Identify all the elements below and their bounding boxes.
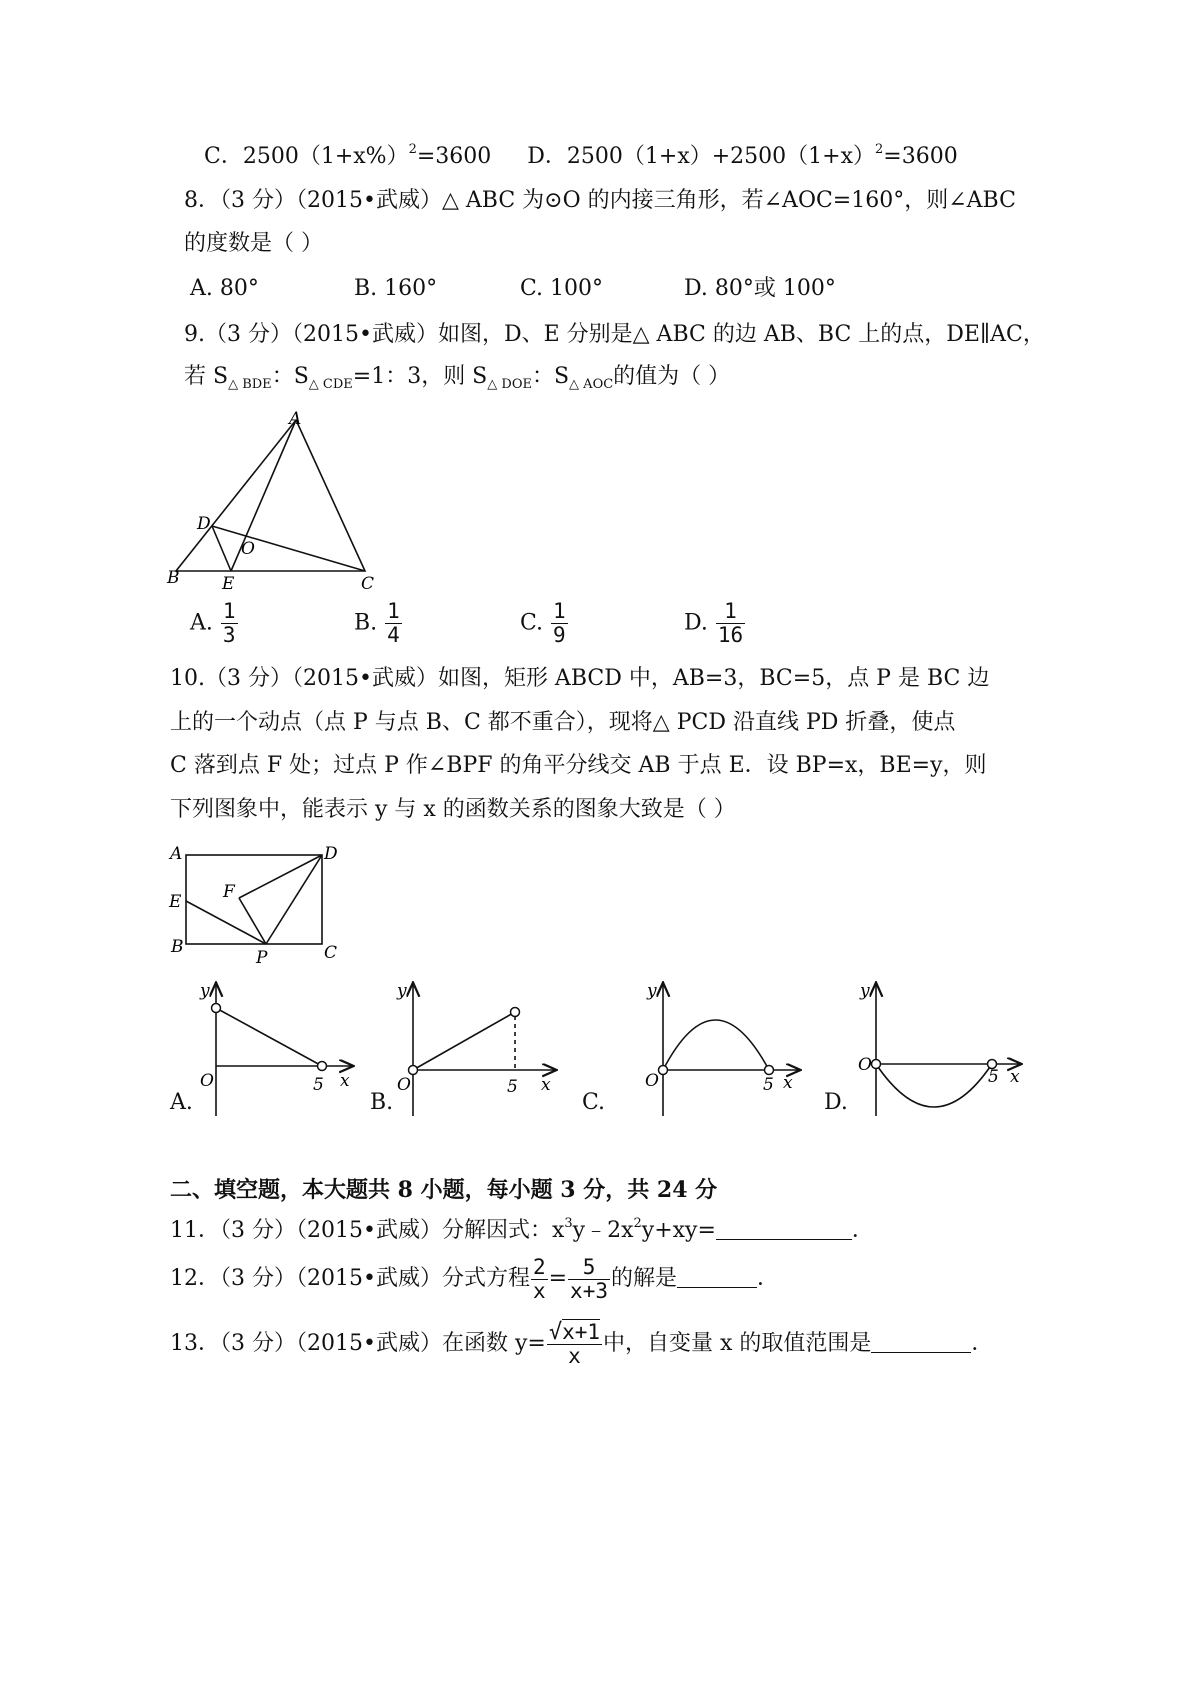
q9-label-o: O [241, 539, 255, 559]
q10-graph-b [395, 978, 575, 1118]
q9-option-b [354, 600, 403, 647]
q13-suffix: 中，自变量 x 的取值范围是 [603, 1331, 872, 1356]
q10-segment-pd [266, 855, 322, 944]
q12-end: ． [757, 1266, 780, 1291]
q9-label-b: B [167, 568, 180, 588]
q10-graph-b-open-point-end [511, 1008, 520, 1017]
q12-fraction-2 [568, 1256, 610, 1303]
q9-triangle-figure [165, 408, 395, 598]
q9-sub-doe: △ DOE [487, 377, 532, 392]
q10-graph-option-c: C. [582, 1090, 606, 1115]
q9-segment-dc [212, 526, 365, 571]
q10-rectangle-abcd [186, 855, 322, 944]
q9-option-a-label: A. [190, 610, 213, 636]
q10-graph-d-y-label: y [860, 981, 870, 1001]
q7-option-c-exponent: 2 [408, 142, 417, 157]
q7-option-c-expr: 2500（1+x%） [242, 144, 409, 169]
q11-mid-2: y+xy= [641, 1218, 716, 1243]
q9-label-e: E [222, 574, 235, 594]
q10-graph-c-open-point-end [765, 1066, 774, 1075]
q13-sqrt-sign: √ [548, 1319, 563, 1345]
q8-line-1: 8．（3 分）（2015•武威）△ ABC 为⊙O 的内接三角形，若∠AOC=160°，则∠ABC [184, 188, 1016, 213]
q10-graph-c-x-label: x [783, 1073, 793, 1093]
q9-triangle-abc [176, 420, 365, 571]
q10-graph-d-open-point-origin [872, 1060, 881, 1069]
q12-fraction-2-den: x+3 [570, 1278, 608, 1303]
q7-option-c-label: C． [204, 144, 243, 169]
q9-option-c [520, 600, 569, 647]
q10-rectangle-figure [163, 838, 353, 968]
q9-line-2 [184, 362, 730, 392]
q7-option-d-expr: 2500（1+x）+2500（1+x） [566, 144, 876, 169]
q10-line-2: 上的一个动点（点 P 与点 B、C 都不重合），现将△ PCD 沿直线 PD 折叠，使点 [170, 710, 956, 735]
q13-end: ． [971, 1331, 994, 1356]
q9-option-c-num: 1 [553, 599, 566, 623]
q13-prefix: 13．（3 分）（2015•武威）在函数 y= [170, 1331, 546, 1356]
q11-answer-blank[interactable] [716, 1217, 852, 1240]
q10-graph-b-open-point-origin [409, 1066, 418, 1075]
q10-graph-a-origin: O [200, 1071, 214, 1091]
q10-label-a: A [170, 844, 183, 864]
q12-fraction-1-num: 2 [532, 1254, 546, 1279]
q10-graph-c [647, 978, 827, 1118]
q9-segment-de [212, 526, 231, 571]
q9-sub-aoc: △ AOC [569, 377, 614, 392]
q9-text-a: 若 S [184, 364, 229, 389]
q9-option-d-label: D. [684, 610, 708, 636]
q10-graph-c-y-label: y [647, 981, 657, 1001]
q13-fraction-num [547, 1321, 602, 1345]
section-2-heading: 二、填空题，本大题共 8 小题，每小题 3 分，共 24 分 [170, 1177, 718, 1203]
q10-label-d: D [324, 844, 338, 864]
q10-graph-c-curve [663, 1020, 769, 1070]
q9-sub-bde: △ BDE [228, 377, 272, 392]
q12-fraction-2-num: 5 [568, 1256, 610, 1280]
q10-graph-d-x-label: x [1010, 1067, 1020, 1087]
q13-fraction [547, 1321, 602, 1368]
q9-label-d: D [197, 514, 211, 534]
q9-option-d-den: 16 [717, 623, 744, 647]
q10-segment-fd [239, 855, 322, 898]
q10-graph-c-five: 5 [763, 1075, 774, 1095]
q11-exponent-2: 2 [633, 1216, 642, 1231]
q8-option-a: A. 80° [190, 276, 259, 301]
q10-graph-a-open-point-x [318, 1062, 327, 1071]
q10-graph-c-origin: O [645, 1071, 659, 1091]
q9-sub-cde: △ CDE [308, 377, 353, 392]
q10-graph-d-origin: O [858, 1055, 872, 1075]
q10-graph-option-b: B. [370, 1090, 394, 1115]
q12-line [170, 1254, 779, 1304]
q9-option-a [190, 600, 239, 647]
q9-text-b: ：S [271, 364, 309, 389]
q9-option-c-label: C. [520, 610, 544, 636]
q11-line [170, 1216, 874, 1246]
q12-equals: = [548, 1266, 568, 1291]
q10-line-4: 下列图象中，能表示 y 与 x 的函数关系的图象大致是（ ） [170, 797, 736, 822]
q9-option-b-den: 4 [387, 623, 400, 647]
q12-prefix: 12．（3 分）（2015•武威）分式方程 [170, 1266, 530, 1291]
q9-label-a: A [289, 409, 302, 429]
q10-graph-a [192, 978, 372, 1118]
q9-text-d: ：S [531, 364, 570, 389]
q13-fraction-den: x [568, 1343, 581, 1368]
q10-graph-a-curve [216, 1008, 322, 1066]
q11-exponent-1: 3 [564, 1216, 573, 1231]
q10-label-b: B [171, 937, 184, 957]
q7-option-d-rhs: =3600 [883, 144, 958, 169]
q10-graph-a-x-label: x [340, 1071, 350, 1091]
q11-end: ． [851, 1218, 874, 1243]
q10-graph-b-origin: O [397, 1075, 411, 1095]
q10-label-e: E [169, 892, 182, 912]
q10-graph-option-d: D. [824, 1090, 848, 1115]
q9-option-b-fraction [385, 600, 402, 647]
q10-graph-b-curve [413, 1012, 515, 1070]
q9-option-b-num: 1 [387, 599, 400, 623]
q10-graph-d [860, 978, 1040, 1118]
q9-option-a-num: 1 [222, 599, 236, 623]
q7-option-d-label: D． [527, 144, 567, 169]
q10-label-c: C [324, 943, 338, 963]
q9-option-d [684, 600, 746, 647]
q8-option-d: D. 80°或 100° [684, 276, 836, 301]
q13-line [170, 1317, 993, 1371]
q10-line-3: C 落到点 F 处；过点 P 作∠BPF 的角平分线交 AB 于点 E．设 BP=x，BE=y，则 [170, 753, 987, 778]
q7-options-line [204, 142, 958, 172]
q7-option-d-exponent: 2 [875, 142, 884, 157]
q8-option-b: B. 160° [354, 276, 438, 301]
q13-radicand: x+1 [562, 1319, 600, 1344]
q9-option-a-fraction [221, 600, 238, 647]
q8-option-c: C. 100° [520, 276, 604, 301]
q10-graph-a-open-point-y [212, 1004, 221, 1013]
q9-option-a-den: 3 [222, 623, 236, 647]
q11-prefix: 11．（3 分）（2015•武威）分解因式：x [170, 1218, 565, 1243]
q10-graph-a-five: 5 [313, 1075, 324, 1095]
q10-graph-option-a: A. [170, 1090, 193, 1115]
q11-mid-1: y﹣2x [572, 1218, 634, 1243]
q10-label-p: P [256, 948, 268, 968]
q9-line-1: 9.（3 分）（2015•武威）如图，D、E 分别是△ ABC 的边 AB、BC 上的点，DE∥AC， [184, 322, 1045, 347]
q10-graph-b-y-label: y [397, 981, 407, 1001]
q7-option-c-rhs: =3600 [416, 144, 492, 169]
q9-option-d-num: 1 [716, 600, 745, 624]
q10-graph-b-x-label: x [541, 1075, 551, 1095]
q13-answer-blank[interactable] [871, 1330, 971, 1353]
q9-option-d-fraction [716, 600, 745, 647]
q8-line-2: 的度数是（ ） [184, 231, 323, 256]
q10-graph-b-five: 5 [507, 1077, 518, 1097]
q9-option-c-den: 9 [553, 623, 566, 647]
q12-suffix: 的解是 [610, 1266, 677, 1291]
q12-answer-blank[interactable] [677, 1265, 757, 1288]
q10-graph-d-five: 5 [988, 1067, 999, 1087]
q9-label-c: C [361, 574, 375, 594]
q10-label-f: F [223, 882, 235, 902]
q9-option-c-fraction [551, 600, 568, 647]
q9-text-e: 的值为（ ） [613, 364, 731, 389]
q9-text-c: =1：3，则 S [352, 364, 488, 389]
q10-graph-c-open-point-origin [659, 1066, 668, 1075]
q10-line-1: 10.（3 分）（2015•武威）如图，矩形 ABCD 中，AB=3，BC=5，点 P 是 BC 边 [170, 666, 990, 691]
q9-option-b-label: B. [354, 610, 378, 636]
q12-fraction-1 [531, 1256, 548, 1303]
q10-graph-d-curve [876, 1064, 992, 1107]
q10-graph-a-y-label: y [200, 981, 210, 1001]
q12-fraction-1-den: x [532, 1278, 546, 1303]
